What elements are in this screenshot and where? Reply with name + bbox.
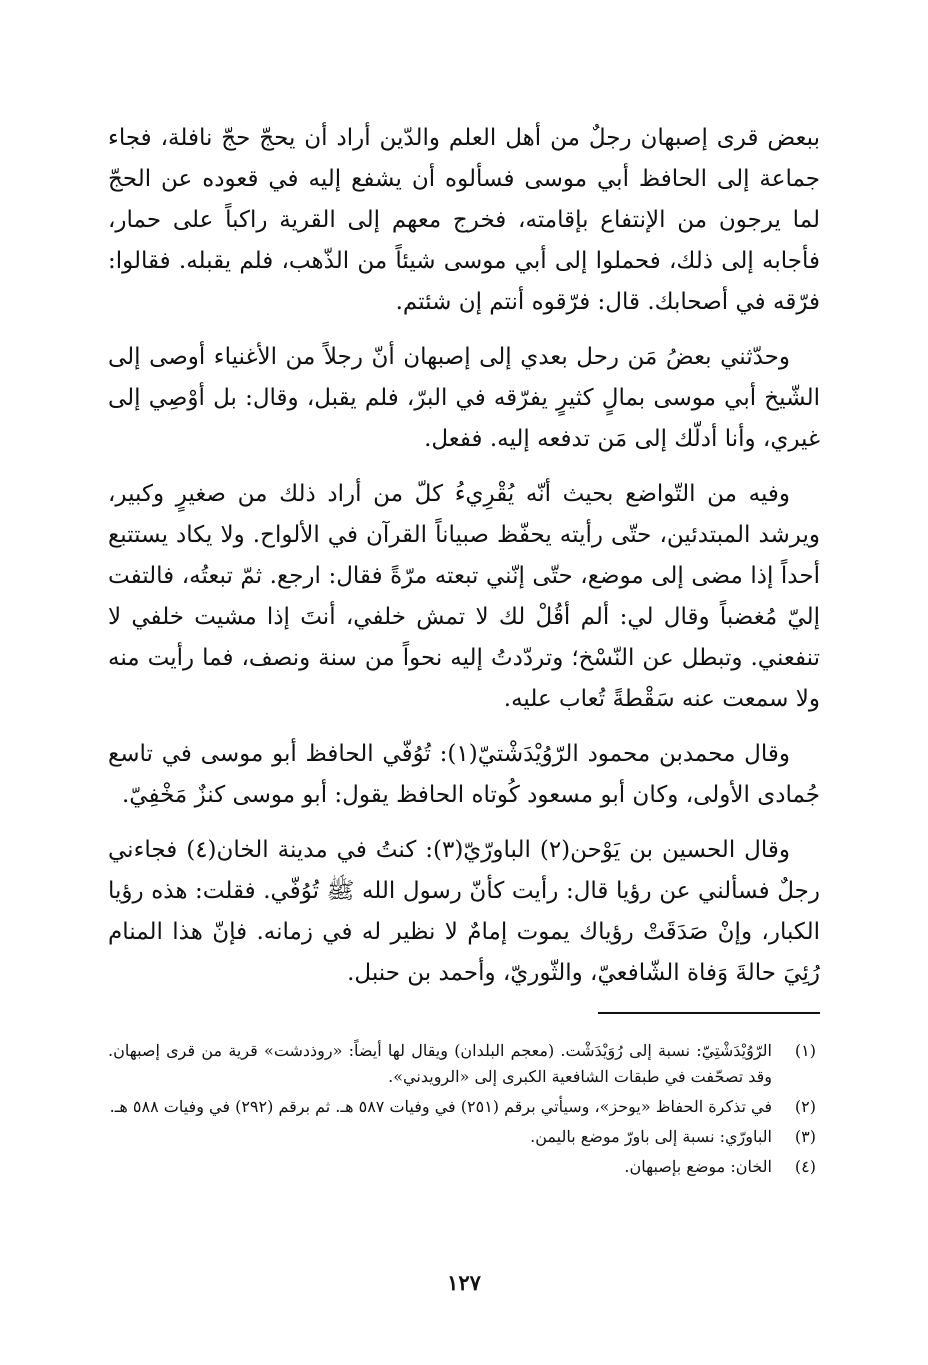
footnote [108,1124,820,1150]
footnote-text: في تذكرة الحفاظ «يوحز»، وسيأتي برقم (٢٥١) في وفيات ٥٨٧ هـ. ثم برقم (٢٩٢) في وفيات ٥٨٨ هـ. [109,1097,772,1116]
paragraph: وقال محمدبن محمود الرّوُيْدَشْتيّ(١): تُوُفّي الحافظ أبو موسى في تاسع جُمادى الأولى، وكان أبو مسعود كُوتاه الحافظ يقول: أبو موسى كنزٌ مَخْفِيّ. [108,741,820,808]
footnote-number: (٢) [794,1097,816,1116]
footnote-text: الباورّي: نسبة إلى باورّ موضع باليمن. [530,1127,772,1146]
footnote [108,1038,820,1090]
paragraph: ببعض قرى إصبهان رجلٌ من أهل العلم والدّين أراد أن يحجّ حجّ نافلة، فجاء جماعة إلى الحافظ أبي موسى فسألوه أن يشفع إليه في قعوده عن الحجّ لما يرجون من الإنتفاع بإقامته، فخرج معهم إلى القرية راكباً على حمار، فأجابه إلى ذلك، فحملوا إلى أبي موسى شيئاً من الذّهب، فلم يقبله. فقالوا: فرّقه في أصحابك. قال: فرّقوه أنتم إن شئتم. [108,125,820,315]
footnote-number: (٣) [794,1127,816,1146]
paragraph: وقال الحسين بن يَوْحن(٢) الباورّيّ(٣): كنتُ في مدينة الخان(٤) فجاءني رجلٌ فسألني عن رؤيا قال: رأيت كأنّ رسول الله ﷺ تُوُفّي. فقلت: هذه رؤيا الكبار، وإنْ صَدَقَتْ رؤياك يموت إمامٌ لا نظير له في زمانه. فإنّ هذا المنام رُئِيَ حالةَ وَفاة الشّافعيّ، والثّوريّ، وأحمد بن حنبل. [108,837,821,986]
paragraph: وفيه من التّواضع بحيث أنّه يُقْرِيءُ كلّ من أراد ذلك من صغيرٍ وكبير، ويرشد المبتدئين، حتّى رأيته يحفّظ صبياناً القرآن في الألواح. ولا يكاد يستتبع أحداً إذا مضى إلى موضع، حتّى إنّني تبعته مرّةً فقال: ارجع. ثمّ تبعتُه، فالتفت إليّ مُغضباً وقال لي: ألم أقُلْ لك لا تمش خلفي، أنتَ إذا مشيت خلفي لا تنفعني. وتبطل عن النّسْخ؛ وتردّدتُ إليه نحواً من سنة ونصف، فما رأيت منه ولا سمعت عنه سَقْطةً تُعاب عليه. [108,481,820,712]
paragraph: وحدّثني بعضُ مَن رحل بعدي إلى إصبهان أنّ رجلاً من الأغنياء أوصى إلى الشّيخ أبي موسى بمالٍ كثيرٍ يفرّقه في البرّ، فلم يقبل، وقال: بل أوْصِي إلى غيري، وأنا أدلّك إلى مَن تدفعه إليه. ففعل. [108,344,820,452]
footnote-divider [598,1012,820,1014]
footnotes [108,1038,820,1184]
footnote [108,1094,820,1120]
footnote-number: (٤) [794,1157,816,1176]
footnote [108,1154,820,1180]
footnote-text: الخان: موضع بإصبهان. [624,1157,772,1176]
footnote-number: (١) [794,1041,816,1060]
footnote-text: الرّوُيْدَشْتِيّ: نسبة إلى رُوَيْدَشْت. (معجم البلدان) ويقال لها أيضاً: «روذدشت» قرية من قرى إصبهان. وقد تصحّفت في طبقات الشافعية الكبرى إلى «الرويدني». [108,1041,772,1086]
main-text [108,118,820,1008]
page-number: ١٢٧ [447,1270,481,1295]
